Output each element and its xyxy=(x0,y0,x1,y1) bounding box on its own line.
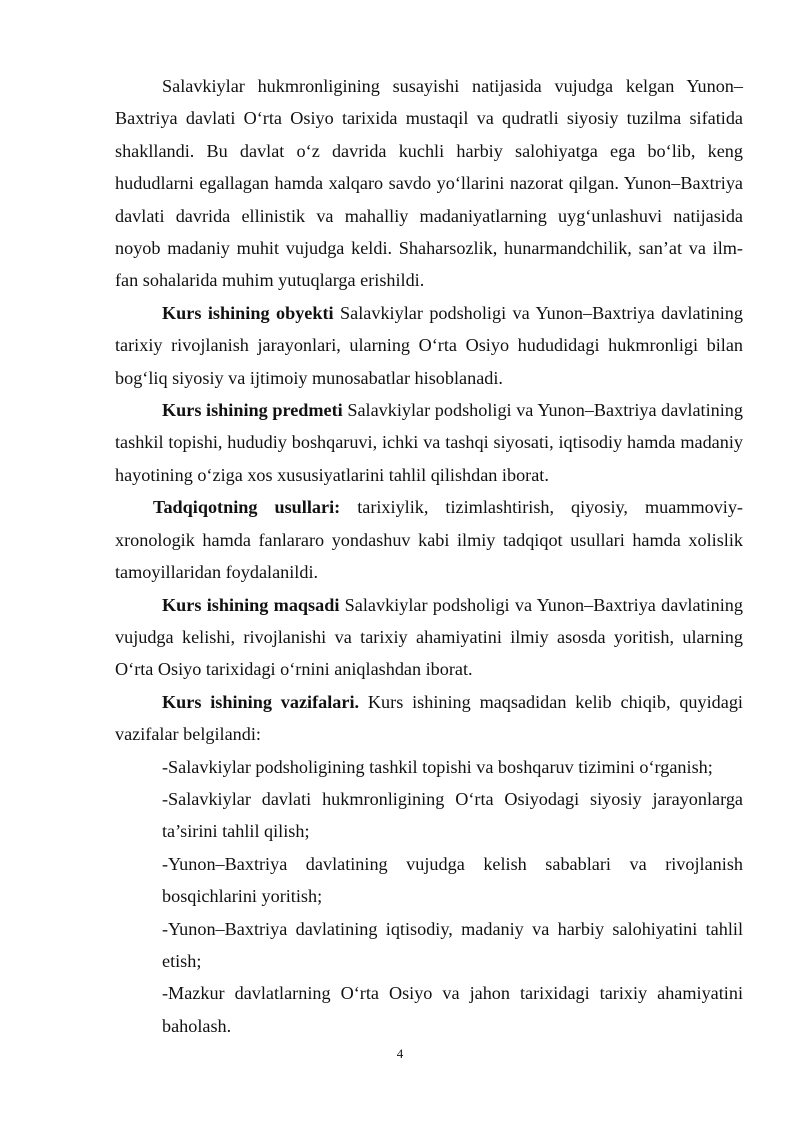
methods-paragraph xyxy=(115,491,743,588)
methods-text: tarixiylik, tizimlashtirish, qiyosiy, muammoviy-xronologik hamda fanlararo yondashuv kabi ilmiy tadqiqot usullari hamda xolislik tamoyillaridan foydalanildi. xyxy=(115,497,743,583)
page-number: 4 xyxy=(396,1046,404,1061)
object-text: Salavkiylar podsholigi va Yunon–Baxtriya davlatining tarixiy rivojlanish jarayonlari, ularning O‘rta Osiyo hududidagi hukmronligi bilan bog‘liq siyosiy va ijtimoiy munosabatlar hisoblanadi. xyxy=(115,302,743,388)
subject-paragraph xyxy=(115,394,743,491)
goal-heading: Kurs ishining maqsadi xyxy=(162,594,340,615)
object-paragraph xyxy=(115,297,743,394)
tasks-intro-text: Kurs ishining maqsadidan kelib chiqib, quyidagi vazifalar belgilandi: xyxy=(115,691,743,745)
object-heading: Kurs ishining obyekti xyxy=(162,302,334,323)
task-item: -Yunon–Baxtriya davlatining vujudga kelish sabablari va rivojlanish bosqichlarini yoritish; xyxy=(162,853,743,907)
methods-heading: Tadqiqotning usullari: xyxy=(153,497,341,518)
goal-paragraph xyxy=(115,589,743,686)
intro-paragraph: Salavkiylar hukmronligining susayishi natijasida vujudga kelgan Yunon–Baxtriya davlati O‘rta Osiyo tarixida mustaqil va qudratli siyosiy tuzilma sifatida shakllandi. Bu davlat o‘z davrida kuchli harbiy salohiyatga ega bo‘lib, keng hududlarni egallagan hamda xalqaro savdo yo‘llarini nazorat qilgan. Yunon–Baxtriya davlati davrida ellinistik va mahalliy madaniyatlarning uyg‘unlashuvi natijasida noyob madaniy muhit vujudga keldi. Shaharsozlik, hunarmandchilik, san’at va ilm-fan sohalarida muhim yutuqlarga erishildi. xyxy=(115,76,743,291)
subject-heading: Kurs ishining predmeti xyxy=(162,400,343,421)
subject-text: Salavkiylar podsholigi va Yunon–Baxtriya davlatining tashkil topishi, hududiy boshqaruvi, ichki va tashqi siyosati, iqtisodiy hamda madaniy hayotining o‘ziga xos xususiyatlarini tahlil qilishdan iborat. xyxy=(115,400,743,485)
task-item: -Salavkiylar podsholigining tashkil topishi va boshqaruv tizimini o‘rganish; xyxy=(162,756,713,777)
task-item: -Yunon–Baxtriya davlatining iqtisodiy, madaniy va harbiy salohiyatini tahlil etish; xyxy=(162,918,743,971)
document-page xyxy=(115,70,743,1042)
task-item: -Mazkur davlatlarning O‘rta Osiyo va jahon tarixidagi tarixiy ahamiyatini baholash. xyxy=(162,983,743,1036)
tasks-heading: Kurs ishining vazifalari. xyxy=(162,691,360,712)
goal-text: Salavkiylar podsholigi va Yunon–Baxtriya davlatining vujudga kelishi, rivojlanishi va tarixiy ahamiyatini ilmiy asosda yoritish, ularning O‘rta Osiyo tarixidagi o‘rnini aniqlashdan iborat. xyxy=(115,594,743,680)
task-item: -Salavkiylar davlati hukmronligining O‘rta Osiyodagi siyosiy jarayonlarga ta’sirini tahlil qilish; xyxy=(162,788,743,842)
tasks-paragraph xyxy=(115,686,743,751)
